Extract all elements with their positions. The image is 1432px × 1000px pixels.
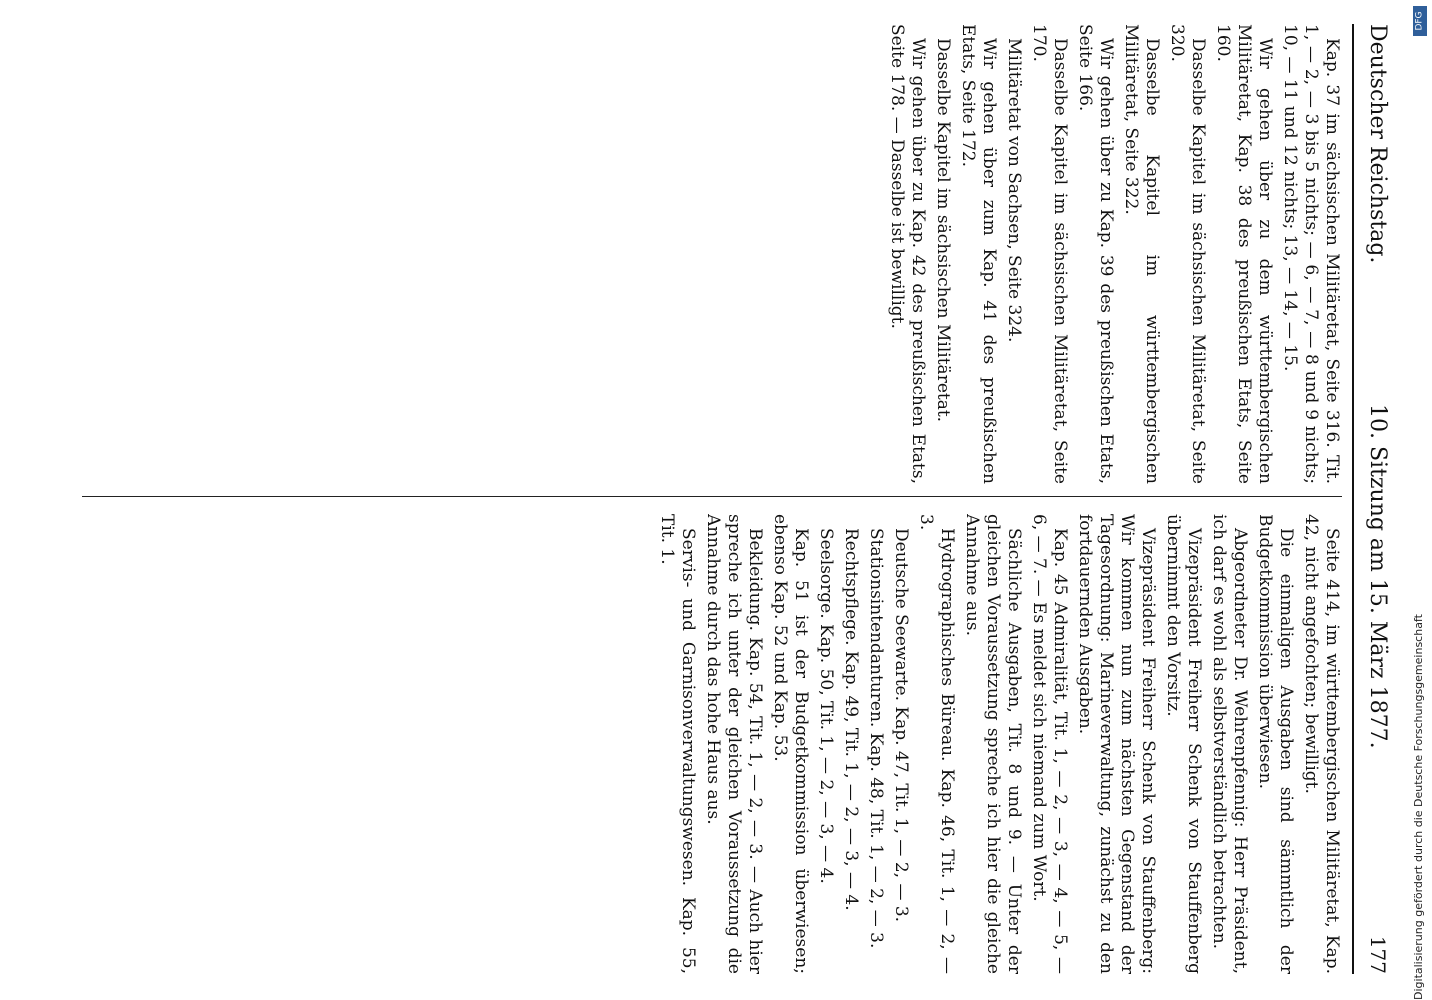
page-number: 177 bbox=[1366, 935, 1390, 974]
paragraph: Sächliche Ausgaben, Tit. 8 und 9. — Unter der gleichen Voraussetzung spreche ich hier die gleiche Annahme aus. bbox=[962, 514, 1024, 974]
dfg-logo-text: DFG bbox=[1415, 11, 1425, 31]
paragraph: Die einmaligen Ausgaben sind sämmtlich der Budgetkommission überwiesen. bbox=[1255, 514, 1296, 974]
document-page bbox=[56, 0, 1416, 1000]
header-title: Deutscher Reichstag. bbox=[1365, 24, 1390, 264]
paragraph: Dasselbe Kapitel im sächsischen Militäretat. bbox=[933, 38, 953, 423]
paragraph: Vizepräsident Freiherr Schenk von Stauffenberg übernimmt den Vorsitz. bbox=[1163, 514, 1204, 974]
text-column-left bbox=[82, 24, 1342, 484]
column-right-body bbox=[656, 514, 1342, 974]
paragraph: Militäretat von Sachsen, Seite 324. bbox=[1004, 38, 1024, 343]
paragraph: Dasselbe Kapitel im württembergischen Militäretat, Seite 322. bbox=[1121, 24, 1162, 484]
paragraph: Wir gehen über zu dem württembergischen Militäretat, Kap. 38 des preußischen Etats, Seite 160. bbox=[1213, 24, 1275, 484]
paragraph: Vizepräsident Freiherr Schenk von Stauffenberg: Wir kommen nun zum nächsten Gegenstand der Tagesordnung: Marineverwaltung, zunächst zu den fortdauernden Ausgaben. bbox=[1075, 514, 1158, 974]
paragraph: Servis- und Garnisonverwaltungswesen. Kap. 55, Tit. 1. bbox=[657, 514, 698, 974]
paragraph: Wir gehen über zum Kap. 41 des preußischen Etats, Seite 172. bbox=[958, 24, 999, 484]
header-rule bbox=[1352, 24, 1354, 974]
dfg-logo bbox=[1413, 6, 1427, 36]
paragraph: Dasselbe Kapitel im sächsischen Militäretat, Seite 170. bbox=[1029, 24, 1070, 484]
paragraph: Seelsorge. Kap. 50, Tit. 1, — 2, — 3, — 4. bbox=[816, 528, 836, 884]
digitization-credit: Digitalisierung gefördert durch die Deutsche Forschungsgemeinschaft bbox=[1412, 614, 1425, 1000]
column-left-body bbox=[886, 24, 1342, 484]
paragraph: Seite 414, im württembergischen Militäretat, Kap. 42, nicht angefochten; bewilligt. bbox=[1301, 514, 1342, 974]
paragraph: Wir gehen über zu Kap. 42 des preußischen Etats, Seite 178. — Dasselbe ist bewilligt. bbox=[887, 24, 928, 484]
paragraph: Rechtspflege. Kap. 49, Tit. 1, — 2, — 3, — 4. bbox=[841, 528, 861, 911]
paragraph: Bekleidung. Kap. 54, Tit. 1, — 2, — 3. — Auch hier spreche ich unter der gleichen Voraussetzung die Annahme durch das hohe Haus aus. bbox=[703, 514, 765, 974]
header-session: 10. Sitzung am 15. März 1877. bbox=[1365, 404, 1390, 749]
paragraph: Stationsintendanturen. Kap. 48, Tit. 1, — 2, — 3. bbox=[866, 528, 886, 949]
text-column-right bbox=[82, 514, 1342, 974]
paragraph: Dasselbe Kapitel im sächsischen Militäretat, Seite 320. bbox=[1167, 24, 1208, 484]
paragraph: Hydrographisches Büreau. Kap. 46, Tit. 1, — 2, — 3. bbox=[916, 514, 957, 974]
paragraph: Wir gehen über zu Kap. 39 des preußischen Etats, Seite 166. bbox=[1075, 24, 1116, 484]
paragraph: Kap. 37 im sächsischen Militäretat, Seite 316. Tit. 1, — 2, — 3 bis 5 nichts; — 6, — 7, — 8 und 9 nichts; 10, — 11 und 12 nichts; 13, — 14, — 15. bbox=[1280, 24, 1342, 484]
paragraph: Deutsche Seewarte. Kap. 47, Tit. 1, — 2, — 3. bbox=[891, 528, 911, 923]
running-header bbox=[1352, 24, 1396, 974]
paragraph: Kap. 45 Admiralität, Tit. 1, — 2, — 3, — 4, — 5, — 6, — 7. — Es meldet sich niemand zum Wort. bbox=[1029, 514, 1070, 974]
paragraph: Kap. 51 ist der Budgetkommission überwiesen; ebenso Kap. 52 und Kap. 53. bbox=[770, 514, 811, 974]
paragraph: Abgeordneter Dr. Wehrenpfennig: Herr Präsident, ich darf es wohl als selbstverständlich betrachten. bbox=[1209, 514, 1250, 974]
column-divider bbox=[82, 496, 1342, 497]
